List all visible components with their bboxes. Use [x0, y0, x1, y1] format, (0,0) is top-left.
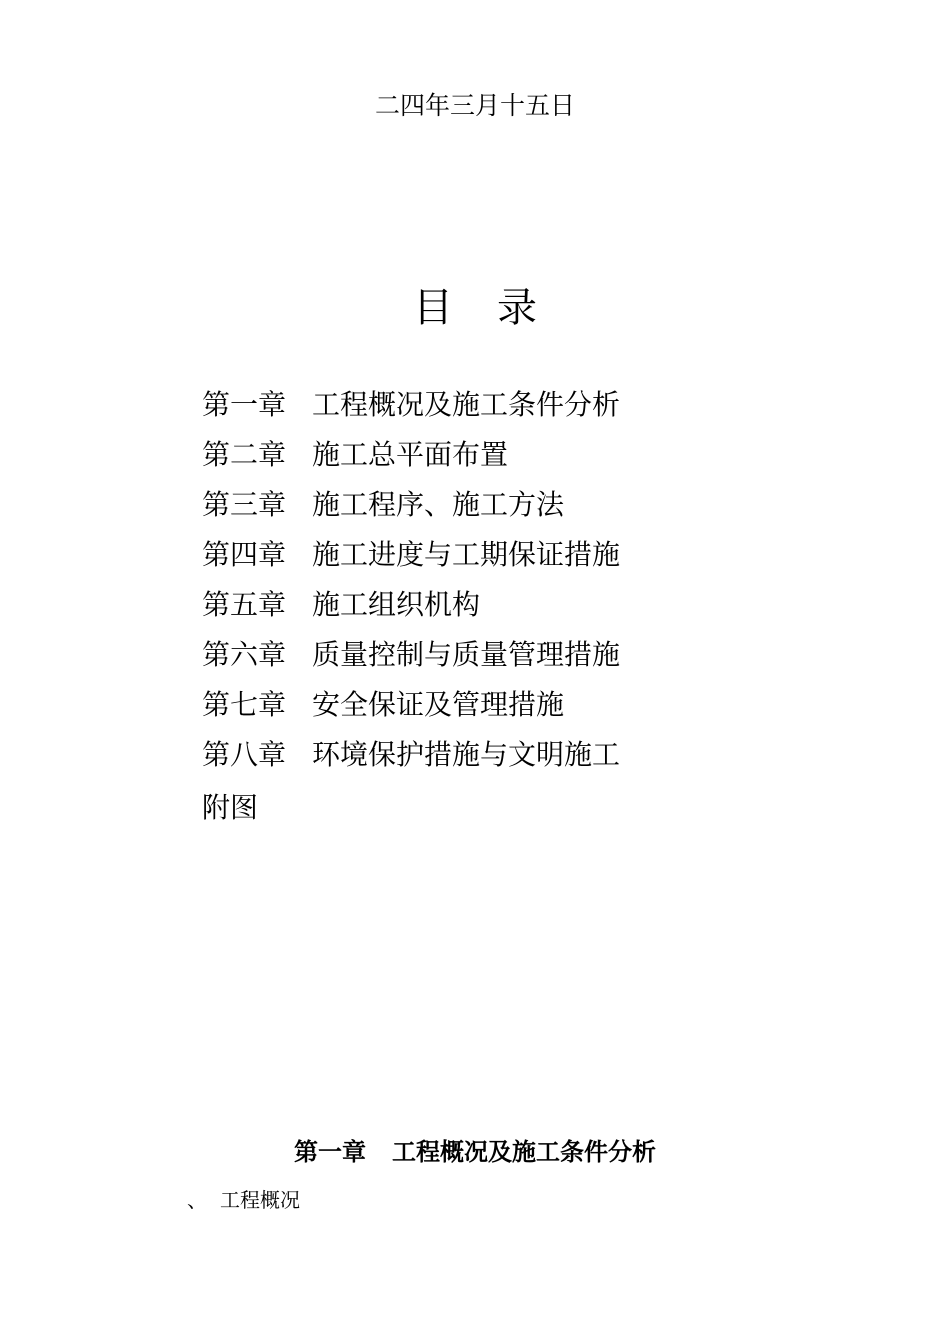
toc-item-title: 施工进度与工期保证措施 — [312, 538, 621, 571]
chapter-heading-title: 工程概况及施工条件分析 — [392, 1138, 656, 1166]
toc-item-chapter: 第六章 — [202, 638, 287, 671]
toc-item-6[interactable] — [202, 633, 762, 683]
toc-item-title: 施工总平面布置 — [312, 438, 509, 471]
toc-list — [202, 383, 762, 833]
section-title: 工程概况 — [220, 1188, 300, 1212]
section-heading — [187, 1183, 300, 1217]
toc-item-7[interactable] — [202, 683, 762, 733]
toc-item-title: 工程概况及施工条件分析 — [312, 388, 621, 421]
toc-item-2[interactable] — [202, 433, 762, 483]
toc-item-8[interactable] — [202, 733, 762, 783]
chapter-heading — [0, 1133, 950, 1171]
toc-item-title: 安全保证及管理措施 — [312, 688, 565, 721]
toc-item-title: 环境保护措施与文明施工 — [312, 738, 621, 771]
toc-item-chapter: 第七章 — [202, 688, 287, 721]
toc-item-chapter: 第一章 — [202, 388, 287, 421]
toc-item-title: 质量控制与质量管理措施 — [312, 638, 621, 671]
toc-heading — [0, 282, 950, 334]
toc-item-1[interactable] — [202, 383, 762, 433]
toc-item-title: 施工组织机构 — [312, 588, 481, 621]
toc-item-chapter: 第二章 — [202, 438, 287, 471]
toc-item-4[interactable] — [202, 533, 762, 583]
section-mark: 、 — [187, 1188, 207, 1212]
toc-item-chapter: 第八章 — [202, 738, 287, 771]
toc-item-appendix[interactable]: 附图 — [202, 791, 259, 824]
toc-item-title: 施工程序、施工方法 — [312, 488, 565, 521]
toc-item-chapter: 第三章 — [202, 488, 287, 521]
toc-item-chapter: 第四章 — [202, 538, 287, 571]
toc-item-3[interactable] — [202, 483, 762, 533]
toc-heading-char-1: 目 — [413, 285, 453, 331]
toc-heading-char-2: 录 — [497, 285, 537, 331]
toc-item-5[interactable] — [202, 583, 762, 633]
toc-item-chapter: 第五章 — [202, 588, 287, 621]
document-date: 二四年三月十五日 — [374, 91, 575, 120]
chapter-heading-number: 第一章 — [294, 1138, 366, 1166]
